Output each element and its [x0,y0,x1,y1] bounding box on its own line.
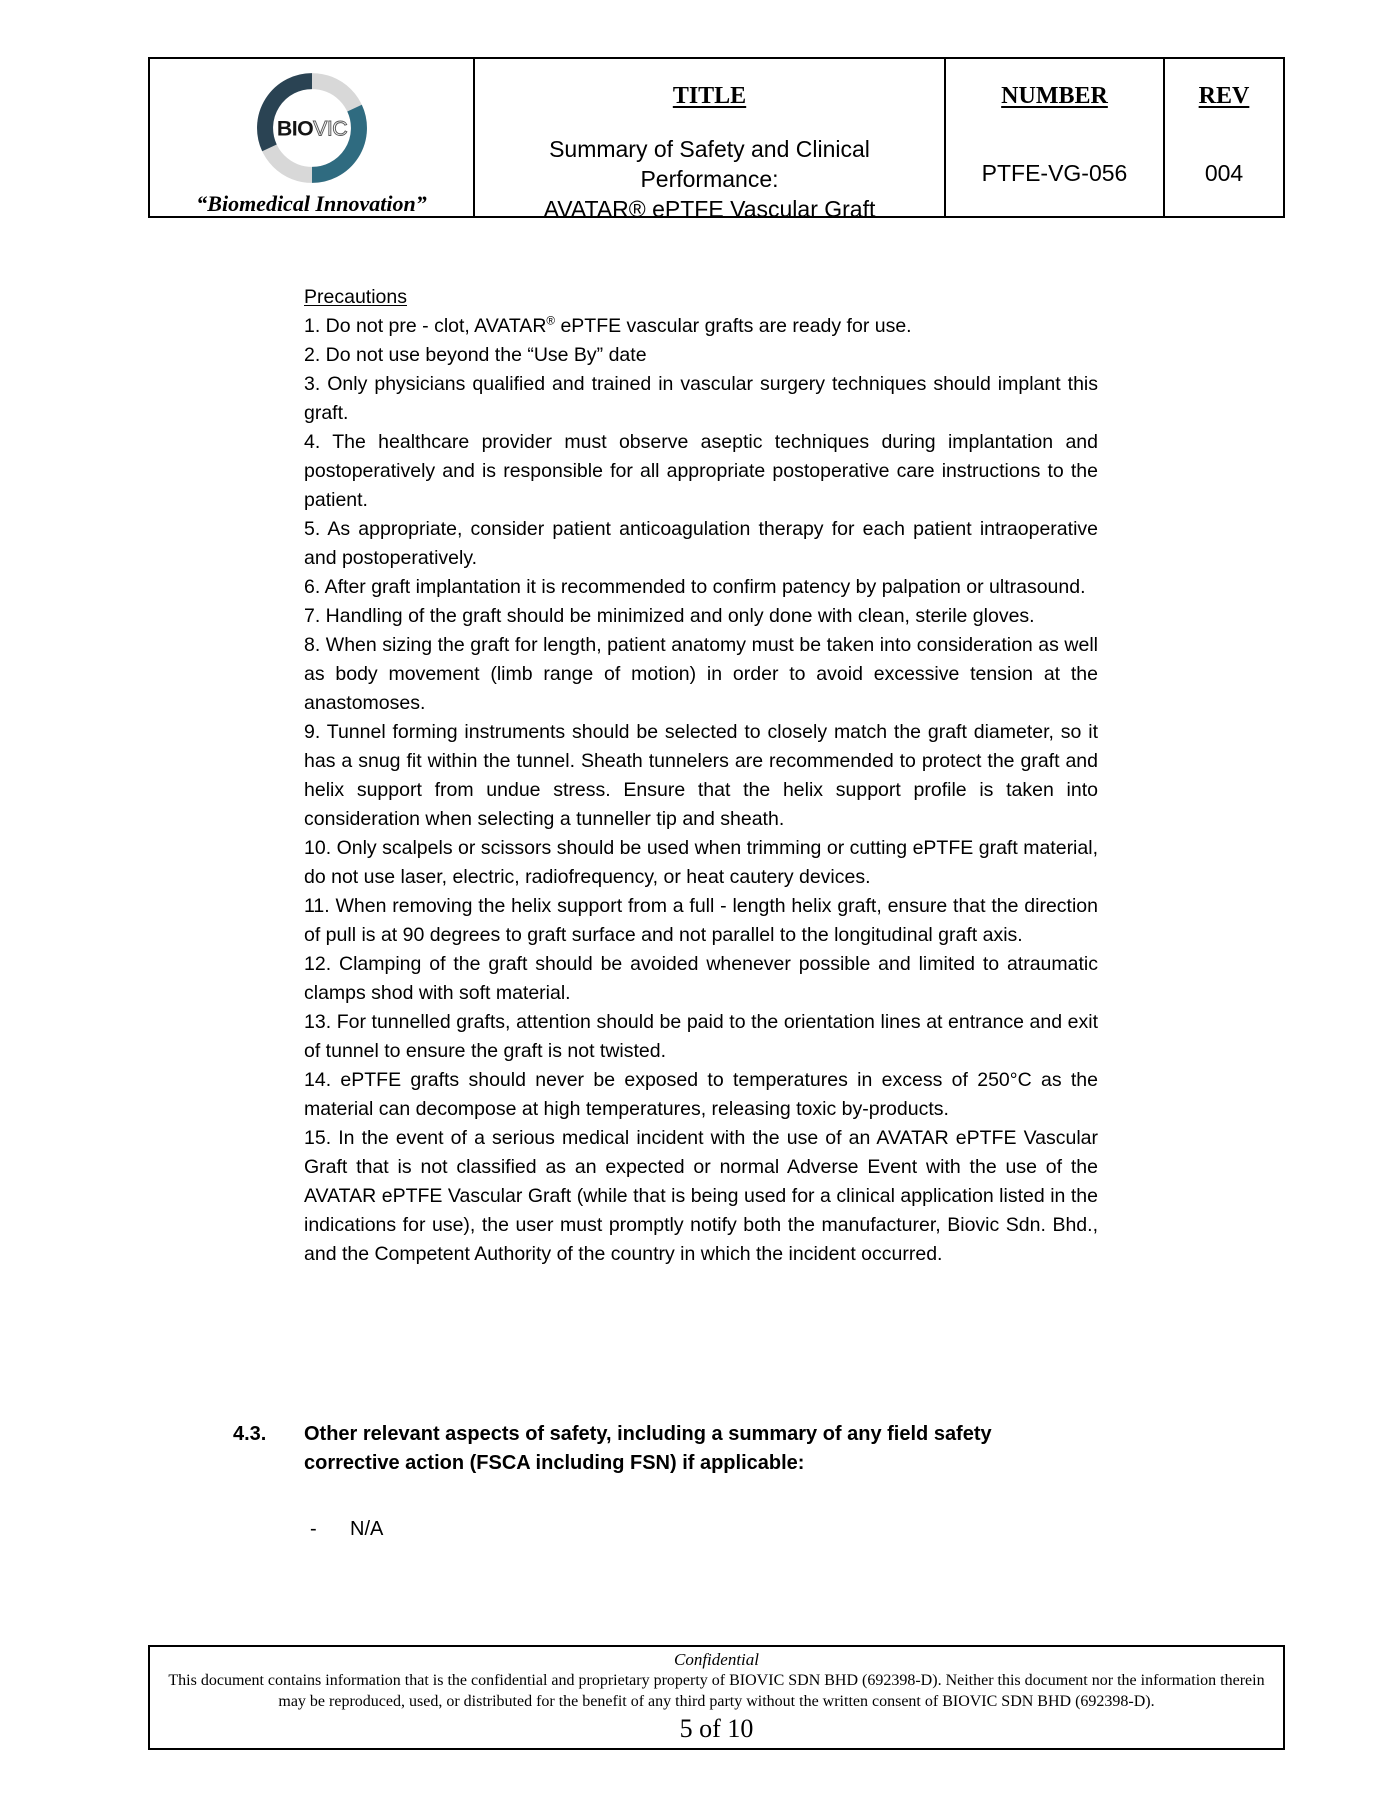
precaution-item: 15. In the event of a serious medical incident with the use of an AVATAR ePTFE Vascular Graft that is not classified as an expected or normal Adverse Event with the use of the AVATAR ePTFE Vascular Graft (while that is being used for a clinical application listed in the indications for use), the user must promptly notify both the manufacturer, Biovic Sdn. Bhd., and the Competent Authority of the country in which the incident occurred. [304,1127,1098,1265]
precaution-item: 1. Do not pre - clot, AVATAR® ePTFE vascular grafts are ready for use. [304,314,912,337]
precautions-heading: Precautions [304,286,407,308]
page-number: 5 of 10 [679,1714,754,1743]
header-title-cell [473,59,944,222]
footer-box [148,1645,1285,1750]
section-heading [233,1420,1133,1478]
number-label: NUMBER [1001,83,1108,109]
logo-text-vic: VIC [312,116,347,141]
precaution-item: 7. Handling of the graft should be minimized and only done with clean, sterile gloves. [304,605,1035,627]
precaution-item: 13. For tunnelled grafts, attention should be paid to the orientation lines at entrance and exit of tunnel to ensure the graft is not twisted. [304,1011,1098,1062]
precaution-item: 3. Only physicians qualified and trained in vascular surgery techniques should implant this graft. [304,373,1098,424]
precaution-item: 2. Do not use beyond the “Use By” date [304,344,647,366]
precaution-item: 4. The healthcare provider must observe aseptic techniques during implantation and postoperatively and is responsible for all appropriate postoperative care instructions to the patient. [304,431,1098,511]
document-number: PTFE-VG-056 [981,160,1128,186]
rev-label: REV [1198,83,1250,109]
header-logo-cell [150,59,473,216]
precaution-item: 5. As appropriate, consider patient anticoagulation therapy for each patient intraoperative and postoperatively. [304,518,1098,569]
title-line-2: Performance: [640,166,779,192]
title-line-3: AVATAR® ePTFE Vascular Graft [543,196,876,222]
section-heading-text [304,1420,992,1478]
section-heading-line-1: Other relevant aspects of safety, including a summary of any field safety [304,1423,992,1445]
header-table [148,57,1285,222]
precautions-list [304,312,1098,1269]
precaution-item: 8. When sizing the graft for length, patient anatomy must be taken into consideration as well as body movement (limb range of motion) in order to avoid excessive tension at the anastomoses. [304,634,1098,714]
confidential-notice-line-1: This document contains information that is the confidential and proprietary property of BIOVIC SDN BHD (692398-D). Neither this document nor the information therein [168,1672,1265,1689]
section-number: 4.3. [233,1423,267,1445]
logo-tagline: “Biomedical Innovation” [196,191,427,216]
header-rev-cell [1163,59,1283,216]
body-content [304,283,1098,1269]
precaution-item: 9. Tunnel forming instruments should be selected to closely match the graft diameter, so it has a snug fit within the tunnel. Sheath tunnelers are recommended to protect the graft and helix support from undue stress. Ensure that the helix support profile is taken into consideration when selecting a tunneller tip and sheath. [304,721,1098,830]
section-answer-value: N/A [350,1518,384,1540]
list-dash: - [310,1518,317,1540]
precaution-item: 14. ePTFE grafts should never be exposed to temperatures in excess of 250°C as the material can decompose at high temperatures, releasing toxic by-products. [304,1069,1098,1120]
section-answer [310,1515,1133,1544]
precaution-item: 10. Only scalpels or scissors should be used when trimming or cutting ePTFE graft material, do not use laser, electric, radiofrequency, or heat cautery devices. [304,837,1098,888]
biovic-logo-icon [248,64,376,192]
document-title [544,134,876,224]
header-number-cell [944,59,1163,216]
section-4-3 [233,1420,1133,1544]
confidential-label: Confidential [674,1650,759,1669]
title-label: TITLE [672,83,747,109]
title-line-1: Summary of Safety and Clinical [549,136,870,162]
svg-text:BIOVIC [276,116,346,140]
precaution-item: 6. After graft implantation it is recommended to confirm patency by palpation or ultrasound. [304,576,1086,598]
document-rev: 004 [1204,160,1244,186]
precaution-item: 12. Clamping of the graft should be avoided whenever possible and limited to atraumatic clamps shod with soft material. [304,953,1098,1004]
precaution-item: 11. When removing the helix support from a full - length helix graft, ensure that the direction of pull is at 90 degrees to graft surface and not parallel to the longitudinal graft axis. [304,895,1098,946]
logo-text-bio: BIO [276,116,313,141]
section-heading-line-2: corrective action (FSCA including FSN) if applicable: [304,1452,805,1474]
confidential-notice-line-2: may be reproduced, used, or distributed for the benefit of any third party without the written consent of BIOVIC SDN BHD (692398-D). [278,1693,1155,1710]
